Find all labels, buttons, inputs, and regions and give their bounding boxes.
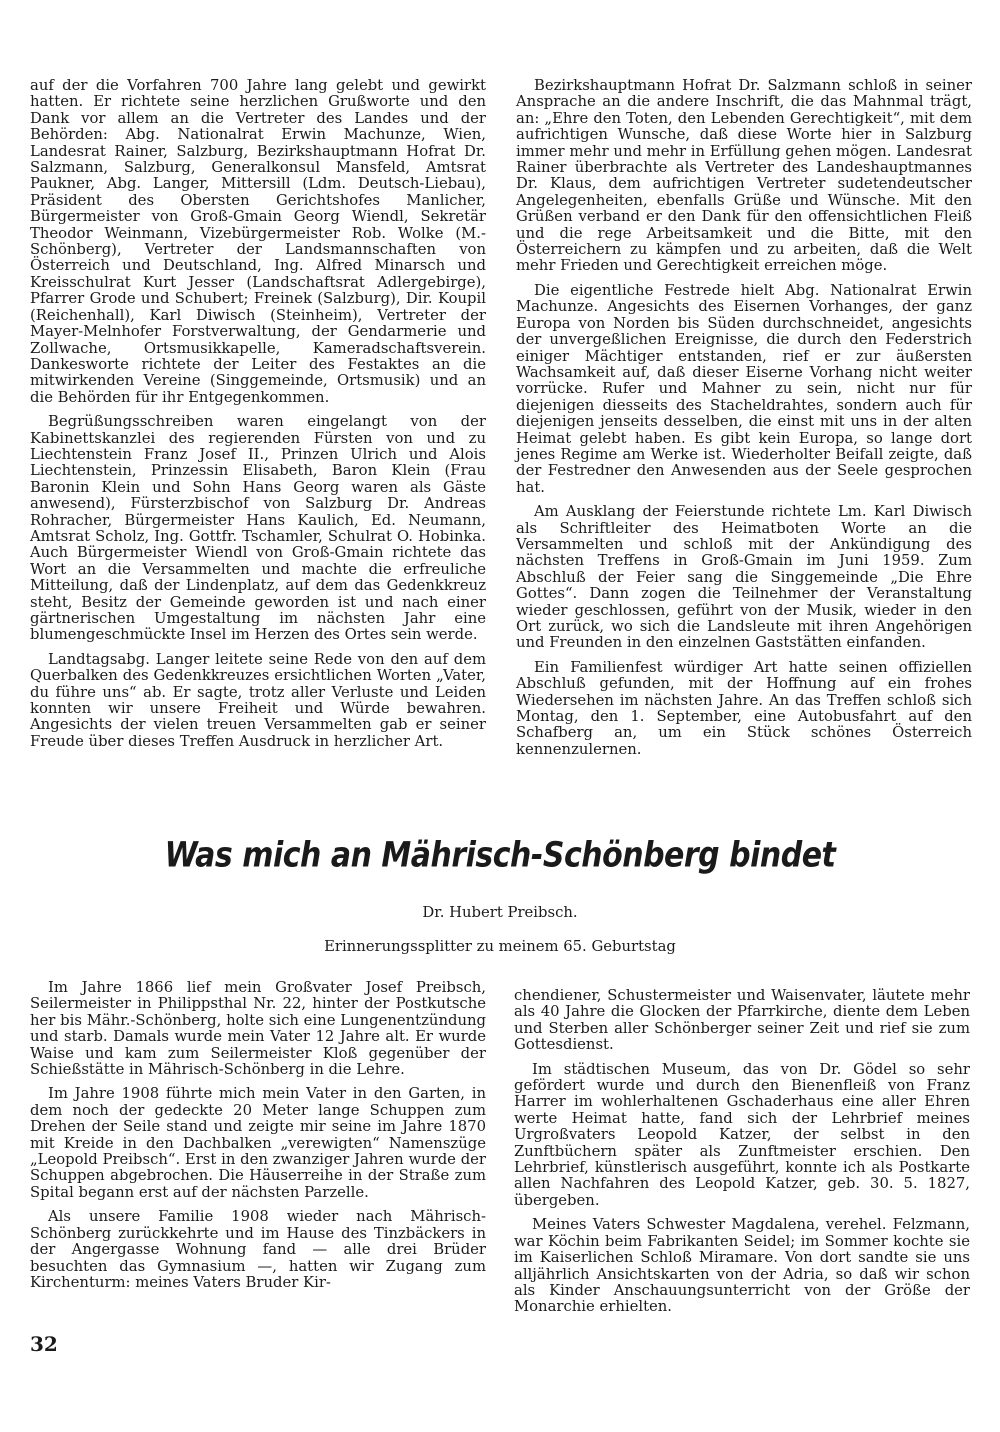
top-left-column — [30, 78, 486, 758]
paragraph: chendiener, Schustermeister und Waisenvater, läutete mehr als 40 Jahre die Glocken der Pfarrkirche, diente dem Leben und Sterben aller Schönberger seiner Zeit und rief sie zum Gottesdienst. — [514, 987, 970, 1054]
top-right-column — [516, 78, 972, 766]
paragraph: Als unsere Familie 1908 wieder nach Mährisch-Schönberg zurückkehrte und im Hause des Tinzbäckers in der Angergasse Wohnung fand — alle drei Brüder besuchten das Gymnasium —, hatten wir Zugang zum Kirchenturm: meines Vaters Bruder Kir- — [30, 1208, 486, 1291]
bottom-right-column — [514, 988, 970, 1324]
paragraph: Bezirkshauptmann Hofrat Dr. Salzmann schloß in seiner Ansprache an die andere Inschrift, die das Mahnmal trägt, an: „Ehre den Toten, den Lebenden Gerechtigkeit“, mit dem aufrichtigen Wunsche, daß diese Worte hier in Salzburg immer mehr und mehr in Erfüllung gehen mögen. Landesrat Rainer überbrachte als Vertreter des Landeshauptmannes Dr. Klaus, dem aufrichtigen Vertreter sudetendeutscher Angelegenheiten, ebenfalls Grüße und Wünsche. Mit den Grüßen verband er den Dank für den offensichtlichen Fleiß und die rege Arbeitsamkeit und die Bitte, mit den Österreichern zu kämpfen und zu arbeiten, daß die Welt mehr Frieden und Gerechtigkeit erreichen möge. — [516, 77, 972, 275]
paragraph: Am Ausklang der Feierstunde richtete Lm. Karl Diwisch als Schriftleiter des Heimatboten Worte an die Versammelten und schloß mit der Ankündigung des nächsten Treffens in Groß-Gmain im Juni 1959. Zum Abschluß der Feier sang die Singgemeinde „Die Ehre Gottes“. Dann zogen die Teilnehmer der Veranstaltung wieder geschlossen, geführt von der Musik, wieder in den Ort zurück, wo sich die Landsleute mit ihren Angehörigen und Freunden in den einzelnen Gaststätten einfanden. — [516, 503, 972, 652]
page-number: 32 — [30, 1332, 58, 1356]
bottom-left-column — [30, 980, 486, 1299]
article-author: Dr. Hubert Preibsch. — [422, 904, 578, 921]
paragraph: Begrüßungsschreiben waren eingelangt von der Kabinettskanzlei des regierenden Fürsten von und zu Liechtenstein Franz Josef II., Prinzen Ulrich und Alois Liechtenstein, Prinzessin Elisabeth, Baron Klein (Frau Baronin Klein und Sohn Hans Georg waren als Gäste anwesend), Fürsterzbischof von Salzburg Dr. Andreas Rohracher, Bürgermeister Hans Kaulich, Ed. Neumann, Amtsrat Scholz, Ing. Gottfr. Tschamler, Schulrat O. Hobinka. Auch Bürgermeister Wiendl von Groß-Gmain richtete das Wort an die Versammelten und machte die erfreuliche Mitteilung, daß der Lindenplatz, auf dem das Gedenkkreuz steht, Besitz der Gemeinde geworden ist und nach einer gärtnerischen Umgestaltung im nächsten Jahr eine blumengeschmückte Insel im Herzen des Ortes sein werde. — [30, 413, 486, 644]
paragraph: Landtagsabg. Langer leitete seine Rede von den auf dem Querbalken des Gedenkkreuzes ersichtlichen Worten „Vater, du führe uns“ ab. Er sagte, trotz aller Verluste und Leiden konnten wir unsere Freiheit und Würde bewahren. Angesichts der vielen treuen Versammelten gab er seiner Freude über dieses Treffen Ausdruck in herzlicher Art. — [30, 650, 486, 750]
paragraph: Die eigentliche Festrede hielt Abg. Nationalrat Erwin Machunze. Angesichts des Eisernen Vorhanges, der ganz Europa von Norden bis Süden durchschneidet, angesichts der unvergeßlichen Ereignisse, die durch den Federstrich einiger Mächtiger entstanden, rief er zur äußersten Wachsamkeit auf, daß dieser Eiserne Vorhang nicht weiter vorrücke. Rufer und Mahner zu sein, nicht nur für diejenigen diesseits des Stacheldrahtes, sondern auch für diejenigen jenseits desselben, die einst mit uns in der alten Heimat gelebt haben. Es gibt kein Europa, so lange dort jenes Regime am Werke ist. Wiederholter Beifall zeigte, daß der Festredner den Anwesenden aus der Seele gesprochen hat. — [516, 281, 972, 496]
paragraph: Im städtischen Museum, das von Dr. Gödel so sehr gefördert wurde und durch den Bienenfleiß von Franz Harrer im wohlerhaltenen Gschaderhaus eine aller Ehren werte Heimat hatte, fand sich der Lehrbrief meines Urgroßvaters Leopold Katzer, der selbst in den Zunftbüchern später als Zunftmeister erschien. Den Lehrbrief, künstlerisch ausgeführt, konnte ich als Postkarte allen Nachfahren des Leopold Katzer, geb. 30. 5. 1827, übergeben. — [514, 1060, 970, 1209]
paragraph: Im Jahre 1908 führte mich mein Vater in den Garten, in dem noch der gedeckte 20 Meter lange Schuppen zum Drehen der Seile stand und zeigte mir seine im Jahre 1870 mit Kreide in den Dachbalken „verewigten“ Namenszüge „Leopold Preibsch“. Erst in den zwanziger Jahren wurde der Schuppen abgebrochen. Die Häuserreihe in der Straße zum Spital begann erst auf der nächsten Parzelle. — [30, 1085, 486, 1201]
article-title: Was mich an Mährisch-Schönberg bindet — [164, 835, 836, 876]
paragraph: Im Jahre 1866 lief mein Großvater Josef Preibsch, Seilermeister in Philippsthal Nr. 22, hinter der Postkutsche her bis Mähr.-Schönberg, holte sich eine Lungenentzündung und starb. Damals wurde mein Vater 12 Jahre alt. Er wurde Waise und kam zum Seilermeister Kloß gegenüber der Schießstätte in Mährisch-Schönberg in die Lehre. — [30, 979, 486, 1079]
article-subtitle: Erinnerungssplitter zu meinem 65. Geburtstag — [324, 938, 676, 955]
paragraph: Ein Familienfest würdiger Art hatte seinen offiziellen Abschluß gefunden, mit der Hoffnung auf ein frohes Wiedersehen im nächsten Jahre. An das Treffen schloß sich Montag, den 1. September, eine Autobusfahrt auf den Schafberg an, um ein Stück schönes Österreich kennenzulernen. — [516, 658, 972, 758]
paragraph: Meines Vaters Schwester Magdalena, verehel. Felzmann, war Köchin beim Fabrikanten Seidel; im Sommer kochte sie im Kaiserlichen Schloß Miramare. Von dort sandte sie uns alljährlich Ansichtskarten von der Adria, so daß wir schon als Kinder Anschauungsunterricht von der Größe der Monarchie erhielten. — [514, 1216, 970, 1316]
paragraph: auf der die Vorfahren 700 Jahre lang gelebt und gewirkt hatten. Er richtete seine herzlichen Grußworte und den Dank vor allem an die Vertreter des Landes und der Behörden: Abg. Nationalrat Erwin Machunze, Wien, Landesrat Rainer, Salzburg, Bezirkshauptmann Hofrat Dr. Salzmann, Salzburg, Generalkonsul Mansfeld, Amtsrat Paukner, Abg. Langer, Mittersill (Ldm. Deutsch-Liebau), Präsident des Obersten Gerichtshofes Manlicher, Bürgermeister von Groß-Gmain Georg Wiendl, Sekretär Theodor Weinmann, Vizebürgermeister Rob. Wolke (M.-Schönberg), Vertreter der Landsmannschaften von Österreich und Deutschland, Ing. Alfred Minarsch und Kreisschulrat Kurt Jesser (Landschaftsrat Adlergebirge), Pfarrer Grode und Schubert; Freinek (Salzburg), Dir. Koupil (Reichenhall), Karl Diwisch (Steinheim), Vertreter der Mayer-Melnhofer Forstverwaltung, der Gendarmerie und Zollwache, Ortsmusikkapelle, Kameradschaftsverein. Dankesworte richtete der Leiter des Festaktes an die mitwirkenden Vereine (Singgemeinde, Ortsmusik) und an die Behörden für ihr Entgegenkommen. — [30, 77, 486, 406]
